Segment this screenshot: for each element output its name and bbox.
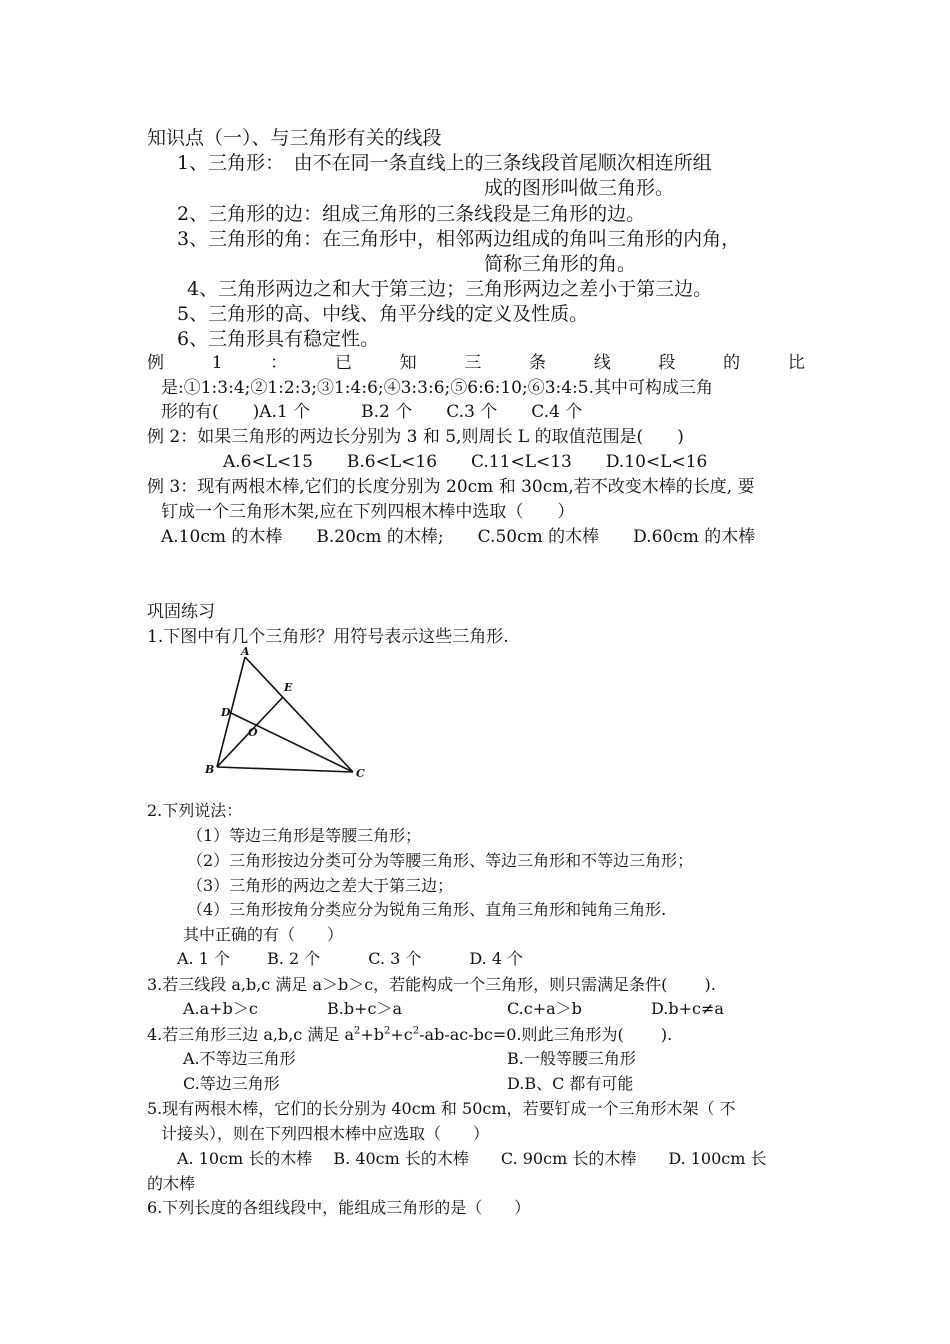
ex1-char: 段 <box>658 353 676 373</box>
question-3-option-a: A.a+b＞c <box>183 999 258 1018</box>
example-2-options: A.6<L<15 B.6<L<16 C.11<L<13 D.10<L<16 <box>223 452 708 472</box>
question-2-item-1: （1）等边三角形是等腰三角形； <box>187 826 422 845</box>
ex1-char: 知 <box>399 353 417 373</box>
ex1-char: 已 <box>334 353 352 373</box>
ex1-char: ： <box>270 353 288 373</box>
question-2-item-4: （4）三角形按角分类应分为锐角三角形、直角三角形和钝角三角形. <box>187 900 667 919</box>
question-4-stem <box>147 1027 672 1043</box>
ex1-char: 例 <box>147 353 164 373</box>
q4-stem-mid2: +c <box>390 1025 413 1044</box>
q4-sup-c: 2 <box>412 1025 420 1037</box>
point-1-cont: 成的图形叫做三角形。 <box>484 177 675 199</box>
question-2-item-2: （2）三角形按边分类可分为等腰三角形、等边三角形和不等边三角形； <box>187 851 694 870</box>
question-5-options: A. 10cm 长的木棒 B. 40cm 长的木棒 C. 90cm 长的木棒 D. 100cm 长 <box>177 1149 767 1168</box>
question-3-option-c: C.c+a＞b <box>507 999 582 1018</box>
question-6: 6.下列长度的各组线段中，能组成三角形的是（ ） <box>147 1198 531 1217</box>
question-3-option-b: B.b+c＞a <box>327 999 402 1018</box>
question-2-options: A. 1 个 B. 2 个 C. 3 个 D. 4 个 <box>177 949 524 968</box>
example-1-line-2: 是:①1:3:4;②1:2:3;③1:4:6;④3:3:6;⑤6:6:10;⑥3:4:5.其中可构成三角 <box>161 378 714 398</box>
example-3-line-1: 例 3：现有两根木棒,它们的长度分别为 20cm 和 30cm,若不改变木棒的长度, 要 <box>147 477 755 497</box>
ex1-char: 三 <box>464 353 482 373</box>
segment-cd <box>231 713 353 772</box>
question-2-stem: 2.下列说法： <box>147 801 243 820</box>
q4-sup-a: 2 <box>353 1025 361 1037</box>
example-1-line-1 <box>147 355 805 372</box>
question-3-stem: 3.若三线段 a,b,c 满足 a＞b＞c，若能构成一个三角形，则只需满足条件( ). <box>147 975 716 994</box>
label-a: A <box>241 645 250 658</box>
question-4-option-a: A.不等边三角形 <box>183 1049 296 1068</box>
question-4-option-d: D.B、C 都有可能 <box>507 1074 634 1093</box>
point-3-cont: 简称三角形的角。 <box>484 253 637 275</box>
ex1-char: 1 <box>211 353 223 373</box>
question-2-item-3: （3）三角形的两边之差大于第三边； <box>187 876 454 895</box>
ex1-char: 线 <box>593 353 611 373</box>
question-5-line-2: 计接头），则在下列四根木棒中应选取（ ） <box>161 1124 490 1143</box>
question-3-option-d: D.b+c≠a <box>651 999 724 1018</box>
question-5-options-cont: 的木棒 <box>147 1174 196 1193</box>
point-5: 5、三角形的高、中线、角平分线的定义及性质。 <box>177 303 589 325</box>
example-3-line-2: 钉成一个三角形木架,应在下列四根木棒中选取（ ） <box>161 502 575 522</box>
ex1-char: 的 <box>723 353 741 373</box>
example-2-line-1: 例 2：如果三角形的两边长分别为 3 和 5,则周长 L 的取值范围是( ) <box>147 427 684 447</box>
point-1: 1、三角形： 由不在同一条直线上的三条线段首尾顺次相连所组 <box>177 152 712 174</box>
question-4-option-b: B.一般等腰三角形 <box>507 1049 636 1068</box>
point-2: 2、三角形的边：组成三角形的三条线段是三角形的边。 <box>177 203 646 225</box>
segment-ac <box>245 657 353 772</box>
point-6: 6、三角形具有稳定性。 <box>177 328 380 350</box>
label-e: E <box>284 681 293 694</box>
label-c: C <box>356 767 365 780</box>
ex1-char: 比 <box>787 353 805 373</box>
point-4: 4、三角形两边之和大于第三边；三角形两边之差小于第三边。 <box>187 278 713 300</box>
q4-stem-mid1: +b <box>360 1025 385 1044</box>
ex1-char: 条 <box>529 353 547 373</box>
q4-stem-pre: 4.若三角形三边 a,b,c 满足 a <box>147 1025 354 1044</box>
question-4-option-c: C.等边三角形 <box>183 1074 280 1093</box>
triangle-figure <box>195 640 385 780</box>
label-d: D <box>221 706 231 719</box>
question-2-question: 其中正确的有（ ） <box>183 925 344 944</box>
point-3: 3、三角形的角：在三角形中，相邻两边组成的角叫三角形的内角， <box>177 228 741 250</box>
label-o: O <box>248 726 258 739</box>
segment-bc <box>217 767 353 772</box>
q4-sup-b: 2 <box>384 1025 391 1037</box>
q4-stem-post: -ab-ac-bc=0.则此三角形为( ). <box>419 1025 673 1044</box>
question-1: 1.下图中有几个三角形？用符号表示这些三角形. <box>147 627 509 647</box>
label-b: B <box>205 763 215 776</box>
practice-title: 巩固练习 <box>147 602 215 622</box>
example-3-options: A.10cm 的木棒 B.20cm 的木棒; C.50cm 的木棒 D.60cm 的木棒 <box>161 527 756 547</box>
question-5-line-1: 5.现有两根木棒，它们的长分别为 40cm 和 50cm，若要钉成一个三角形木架（ 不 <box>147 1099 736 1118</box>
section-title: 知识点（一）、与三角形有关的线段 <box>147 127 442 149</box>
example-1-line-3: 形的有( )A.1 个 B.2 个 C.3 个 C.4 个 <box>161 402 583 422</box>
